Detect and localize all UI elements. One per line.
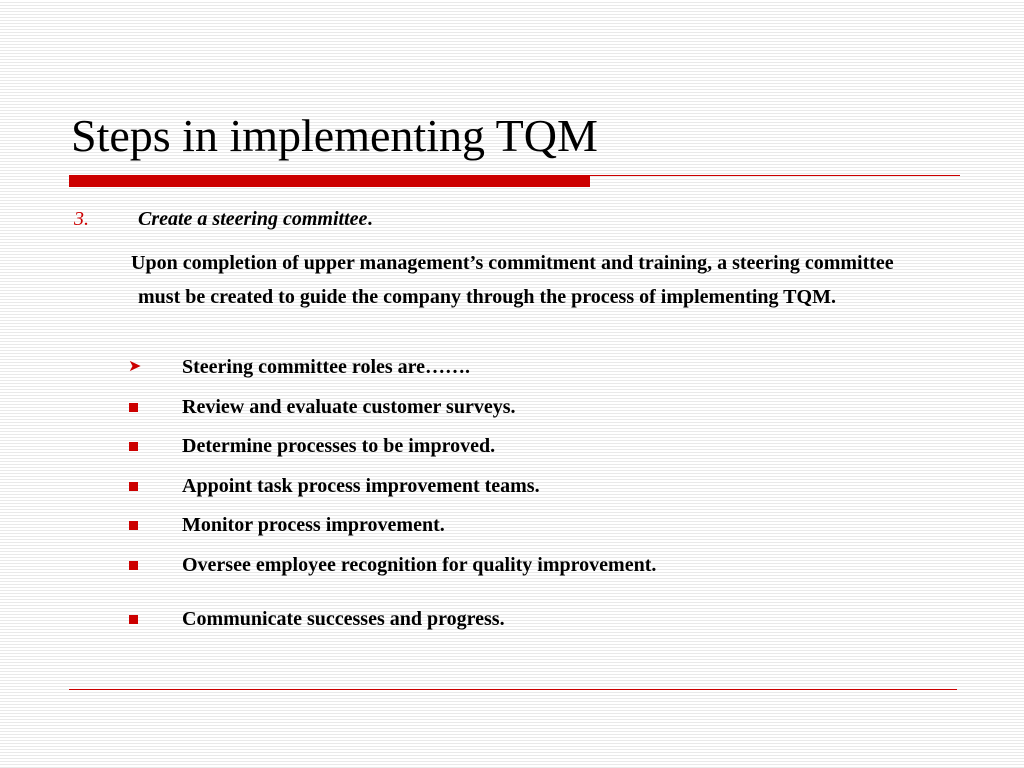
list-item: [128, 434, 495, 458]
list-item-text: Appoint task process improvement teams.: [182, 475, 540, 497]
list-item-text: Communicate successes and progress.: [182, 608, 505, 630]
roles-intro: [128, 355, 470, 379]
square-bullet-icon: [128, 482, 182, 491]
square-bullet-icon: [128, 561, 182, 570]
footer-rule: [69, 689, 957, 690]
body-paragraph: Upon completion of upper management’s commitment and training, a steering committee must be created to guide the company through the process of implementing TQM.: [131, 252, 894, 308]
step-title: Create a steering committee: [138, 208, 368, 230]
list-item-text: Monitor process improvement.: [182, 514, 445, 536]
list-item-text: Oversee employee recognition for quality improvement.: [182, 554, 657, 576]
arrow-bullet-icon: ➤: [128, 358, 142, 375]
square-bullet-icon: [128, 521, 182, 530]
square-bullet-icon: [128, 403, 182, 412]
title-underline-bar: [69, 175, 590, 187]
step-number: 3.: [74, 208, 89, 230]
square-bullet-icon: [128, 615, 182, 624]
list-item: [128, 395, 515, 419]
list-item-text: Review and evaluate customer surveys.: [182, 396, 516, 418]
square-bullet-icon: [128, 442, 182, 451]
list-item: [128, 607, 505, 631]
list-item: [128, 553, 656, 577]
step-title-period: .: [367, 208, 373, 230]
list-item-text: Determine processes to be improved.: [182, 435, 496, 457]
list-item: [128, 513, 445, 537]
title-underline-rule: [590, 175, 960, 176]
step-heading: [74, 207, 372, 231]
slide-title: Steps in implementing TQM: [71, 110, 598, 161]
roles-intro-text: Steering committee roles are…….: [182, 356, 471, 378]
list-item: [128, 474, 540, 498]
